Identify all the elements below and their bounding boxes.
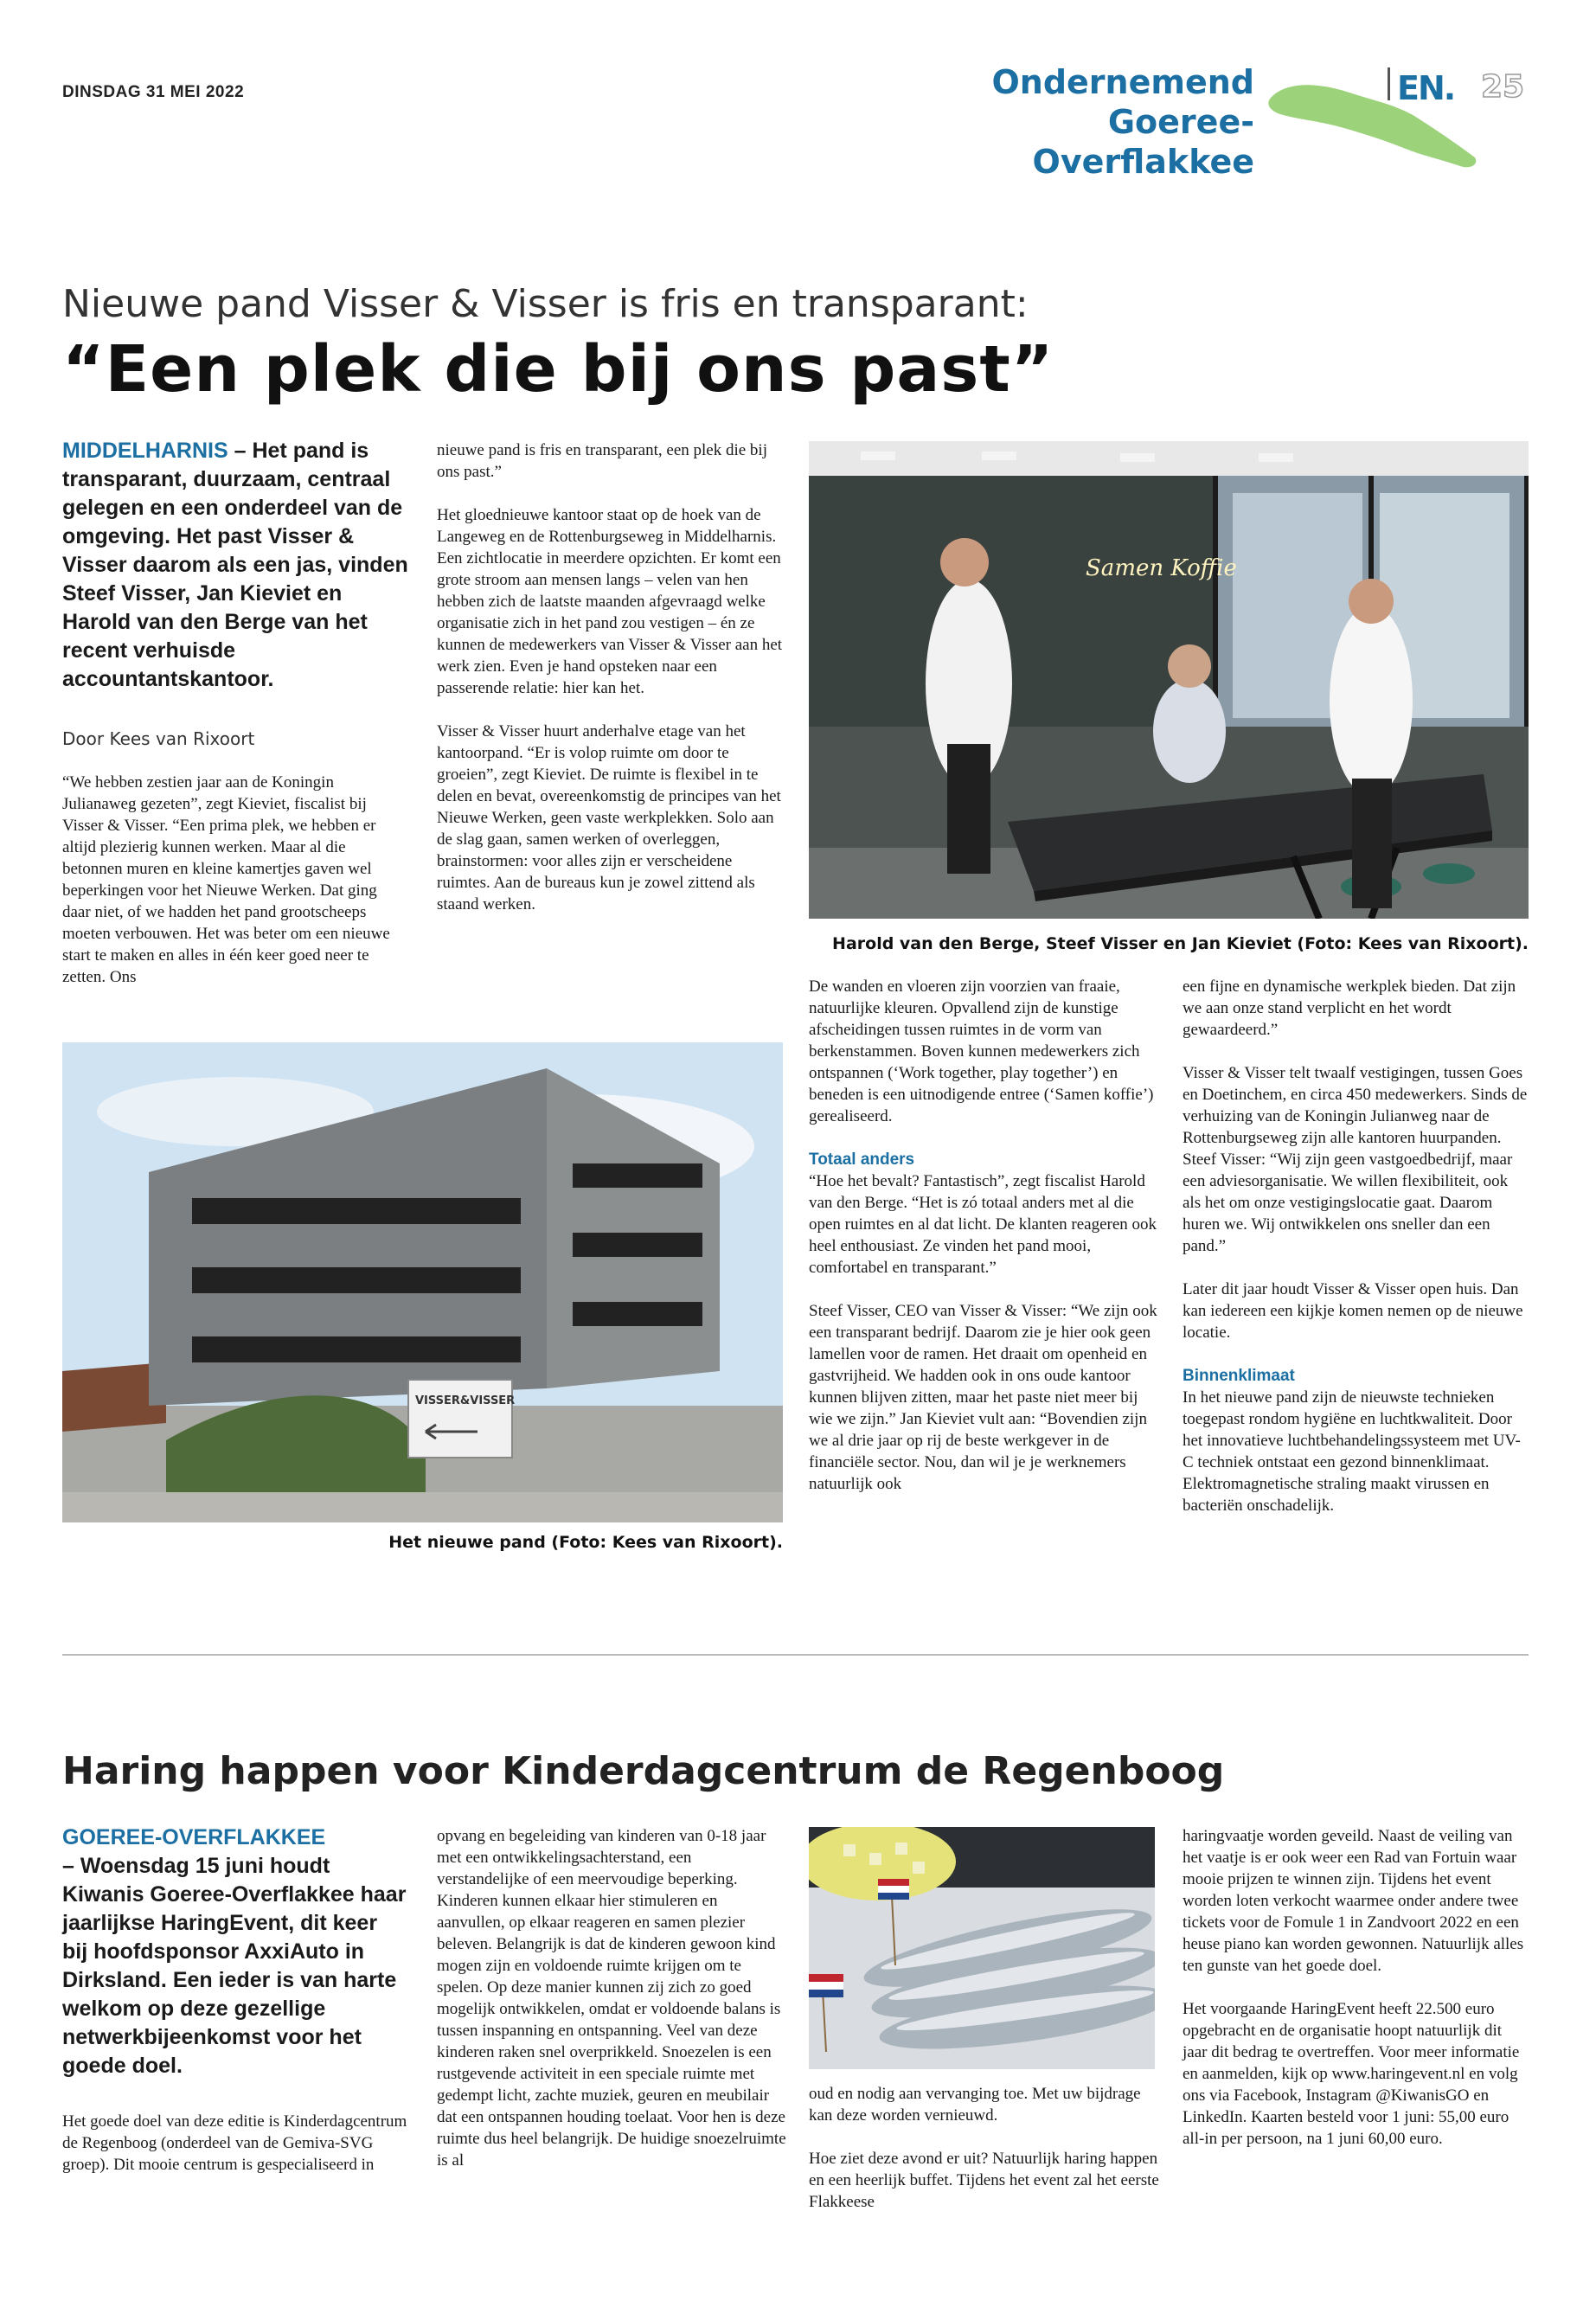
article2-lead [62,1823,408,2080]
article1-column4 [1183,976,1529,1538]
paragraph: De wanden en vloeren zijn voorzien van fraaie, natuurlijke kleuren. Opvallend zijn de kunstige afscheidingen tussen ruimtes in de vorm van berkenstammen. Boven kunnen medewerkers zich ontspannen (‘Work together, play together’) en beneden is een uitnodigende entree (‘Samen koffie’) gerealiseerd. [809,977,1154,1125]
header-divider [1388,67,1390,100]
photo2-caption: Het nieuwe pand (Foto: Kees van Rixoort). [388,1533,783,1552]
page-number: 25 [1481,69,1525,105]
paragraph: opvang en begeleiding van kinderen van 0-18 jaar met een ontwikkelingsachterstand, een verstandelijke of een meervoudige beperking. Kinderen kunnen elkaar hier stimuleren en aanvullen, op elkaar reageren en samen plezier beleven. Belangrijk is dat de kinderen gewoon kind mogen zijn en voldoende ruimte krijgen om te spelen. Op deze manier kunnen zij zich zo goed mogelijk ontwikkelen, omdat er voldoende balans is tussen inspanning en ontspanning. Veel van deze kinderen raken snel overprikkeld. Snoezelen is een rustgevende activiteit in een speciale ruimte met gedempt licht, zachte muziek, geuren en meubilair dat een ontspannen houding toelaat. Voor hen is deze ruimte dus heel belangrijk. De huidige snoezelruimte is al [437,1827,786,2170]
paragraph: Visser & Visser telt twaalf vestigingen, tussen Goes en Doetinchem, en circa 450 medewerkers. Sinds de verhuizing van de Koningin Julianweg naar de Rottenburgseweg zijn alle kantoren huurpanden. Steef Visser: “Wij zijn geen vastgoedbedrijf, maar een adviesorganisatie. We willen flexibiliteit, ook als het om onze vestigingslocatie gaat. Daarom huren we. Wij ontwikkelen ons sneller dan een pand.” [1183,1064,1528,1255]
subheading-totaal-anders: Totaal anders [809,1150,915,1169]
office-interior-photo [809,441,1529,919]
paragraph: Het goede doel van deze editie is Kinderdagcentrum de Regenboog (onderdeel van de Gemiva-SVG groep). Dit mooie centrum is gespecialiseerd in [62,2112,407,2174]
brand-logo: EN. [1397,69,1455,107]
paragraph: “Hoe het bevalt? Fantastisch”, zegt fiscalist Harold van den Berge. “Het is zó totaal anders met al die open ruimtes en al dat licht. De klanten reageren ook heel enthousiast. Ze vinden het pand mooi, comfortabel en transparant.” [809,1172,1157,1277]
paragraph: Steef Visser, CEO van Visser & Visser: “We zijn ook een transparant bedrijf. Daarom zie je hier ook geen lamellen voor de ramen. Het draait om openheid en gastvrijheid. We hadden ook in ons oude kantoor kunnen blijven zitten, maar het paste niet meer bij wie we zijn.” Jan Kieviet vult aan: “Bovendien zijn we al drie jaar op rij de beste werkgever in de financiële sector. Nou, dan wil je je werknemers natuurlijk ook [809,1302,1157,1493]
paragraph: In het nieuwe pand zijn de nieuwste technieken toegepast rondom hygiëne en luchtkwaliteit. Door het innovatieve luchtbehandelingssysteem met UV-C techniek ontstaat een gezond binnenklimaat. Elektromagnetische straling maakt virussen en bacteriën onschadelijk. [1183,1388,1521,1515]
article2-column2 [437,1825,787,2193]
building-sign-text: VISSER&VISSER [415,1394,516,1407]
article2-headline: Haring happen voor Kinderdagcentrum de Regenboog [62,1749,1225,1793]
paragraph: Het voorgaande HaringEvent heeft 22.500 euro opgebracht en de organisatie hoopt natuurlijk dit jaar dit bedrag te overtreffen. Voor meer informatie en aanmelden, kijk op www.haringevent.nl en volg ons via Facebook, Instagram @KiwanisGO en LinkedIn. Kaarten besteld voor 1 juni: 55,00 euro all-in per persoon, na 1 juni 60,00 euro. [1183,2000,1520,2148]
article1-headline: “Een plek die bij ons past” [62,332,1054,407]
article2-column4 [1183,1825,1529,2171]
article1-kicker: Nieuwe pand Visser & Visser is fris en transparant: [62,282,1029,326]
neon-sign-text: Samen Koffie [1086,555,1237,581]
paragraph: Visser & Visser huurt anderhalve etage van het kantoorpand. “Er is volop ruimte om door te groeien”, zegt Kieviet. De ruimte is flexibel in te delen en bevat, overeenkomstig de principes van het Nieuwe Werken, geen vaste werkplekken. Solo aan de slag gaan, samen werken of overleggen, brainstormen: voor alles zijn er verscheidene ruimtes. Aan de bureaus kun je zowel zittend als staand werken. [437,722,781,913]
photo1-caption: Harold van den Berge, Steef Visser en Jan Kieviet (Foto: Kees van Rixoort). [832,934,1529,953]
subheading-binnenklimaat: Binnenklimaat [1183,1367,1295,1385]
herring-photo [809,1827,1155,2069]
paragraph: oud en nodig aan vervanging toe. Met uw bijdrage kan deze worden vernieuwd. [809,2085,1141,2125]
paragraph: Het gloednieuwe kantoor staat op de hoek van de Langeweg en de Rottenburgseweg in Middelharnis. Een zichtlocatie in meerdere opzichten. Er komt een grote stroom aan mensen langs – velen van hen hebben zich de laatste maanden afgevraagd welke organisatie zich in het pand zou vestigen – én ze kunnen de medewerkers van Visser & Visser aan het werk zien. Even je hand opsteken naar een passerende relatie: hier kan het. [437,506,783,697]
paragraph: Hoe ziet deze avond er uit? Natuurlijk haring happen en een heerlijk buffet. Tijdens het event zal het eerste Flakkeese [809,2150,1159,2211]
section-title [900,62,1254,182]
section-title-line1: Ondernemend [991,63,1254,101]
office-building-photo [62,1042,783,1522]
article1-lead [62,437,408,694]
article1-column1 [62,772,408,1009]
article-divider [62,1654,1529,1656]
article2-column3 [809,2083,1159,2234]
article1-byline: Door Kees van Rixoort [62,728,255,749]
paragraph: een fijne en dynamische werkplek bieden. Dat zijn we aan onze stand verplicht en het wordt gewaardeerd.” [1183,977,1516,1039]
article1-column3 [809,976,1159,1516]
paragraph: Later dit jaar houdt Visser & Visser open huis. Dan kan iedereen een kijkje komen nemen op de nieuwe locatie. [1183,1280,1523,1342]
issue-date: DINSDAG 31 MEI 2022 [62,83,245,101]
article2-lead-text: – Woensdag 15 juni houdt Kiwanis Goeree-Overflakkee haar jaarlijkse HaringEvent, dit keer bij hoofdsponsor AxxiAuto in Dirksland. Een ieder is van harte welkom op deze gezellige netwerkbijeenkomst voor het goede doel. [62,1854,407,2078]
article1-dateline: MIDDELHARNIS [62,439,228,463]
paragraph: nieuwe pand is fris en transparant, een plek die bij ons past.” [437,441,767,481]
paragraph: “We hebben zestien jaar aan de Koningin Julianaweg gezeten”, zegt Kieviet, fiscalist bij Visser & Visser. “Een prima plek, we hebben er altijd plezierig kunnen werken. Maar al die betonnen muren en kleine kamertjes gaven wel beperkingen voor het Nieuwe Werken. Dat ging daar niet, of we hadden het pand grootscheeps moeten verbouwen. Het was beter om een nieuwe start te maken en alles in één keer goed neer te zetten. Ons [62,773,390,986]
article2-dateline: GOEREE-OVERFLAKKEE [62,1825,326,1849]
article2-column1 [62,2111,408,2197]
paragraph: haringvaatje worden geveild. Naast de veiling van het vaatje is er ook weer een Rad van Fortuin waar mooie prijzen te winnen zijn. Tijdens het event worden loten verkocht waarmee onder andere twee tickets voor de Fomule 1 in Zandvoort 2022 en een heuse piano kan worden gewonnen. Natuurlijk alles ten gunste van het goede doel. [1183,1827,1524,1975]
section-title-line2: Goeree-Overflakkee [1032,103,1254,181]
article1-column2 [437,439,783,937]
article1-lead-text: – Het pand is transparant, duurzaam, centraal gelegen en een onderdeel van de omgeving. Het past Visser & Visser daarom als een jas, vinden Steef Visser, Jan Kieviet en Harold van den Berge van het recent verhuisde accountantskantoor. [62,439,408,691]
